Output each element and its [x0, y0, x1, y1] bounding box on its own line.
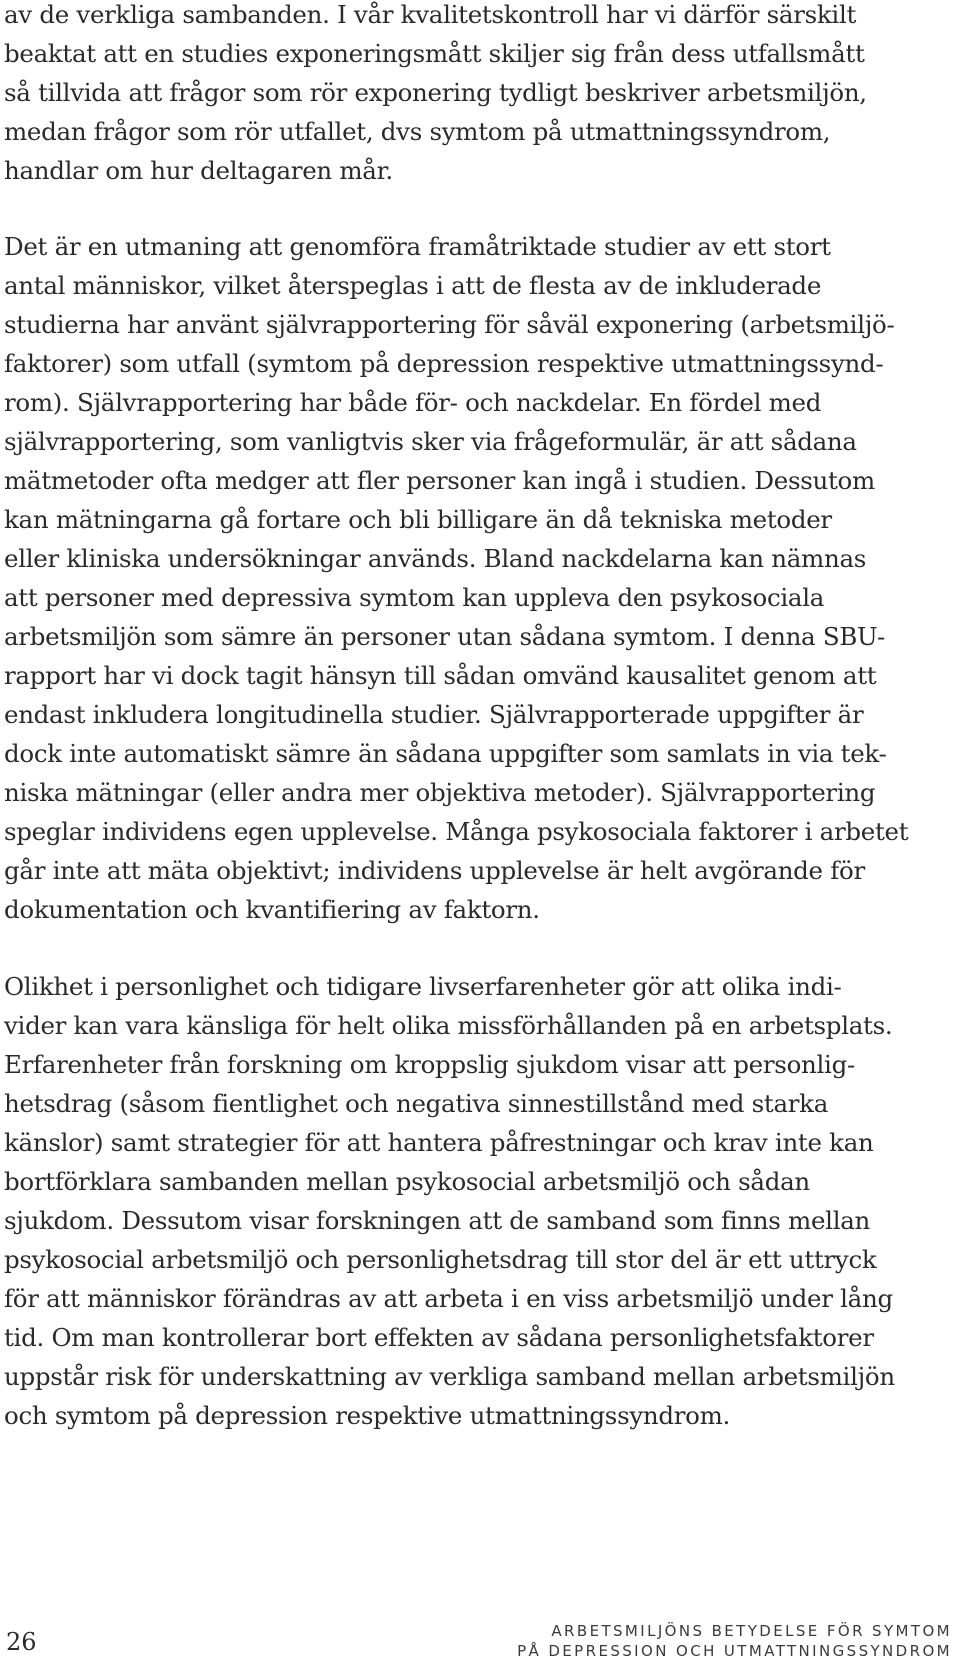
text-line: sjukdom. Dessutom visar forskningen att de samband som finns mellan	[4, 1206, 871, 1235]
text-line: självrapportering, som vanligtvis sker via frågeformulär, är att sådana	[4, 427, 857, 456]
text-line: eller kliniska undersökningar används. Bland nackdelarna kan nämnas	[4, 544, 867, 573]
text-line: för att människor förändras av att arbeta i en viss arbetsmiljö under lång	[4, 1284, 893, 1313]
running-title-line-1: ARBETSMILJÖNS BETYDELSE FÖR SYMTOM	[551, 1622, 952, 1640]
text-line: av de verkliga sambanden. I vår kvalitetskontroll har vi därför särskilt	[4, 0, 857, 29]
text-line: tid. Om man kontrollerar bort effekten av sådana personlighetsfaktorer	[4, 1323, 874, 1352]
text-line: uppstår risk för underskattning av verkliga samband mellan arbetsmiljön	[4, 1362, 895, 1391]
text-line: Olikhet i personlighet och tidigare livserfarenheter gör att olika indi-	[4, 972, 842, 1001]
running-title-line-2: PÅ DEPRESSION OCH UTMATTNINGSSYNDROM	[517, 1642, 952, 1660]
text-line: hetsdrag (såsom fientlighet och negativa sinnestillstånd med starka	[4, 1089, 829, 1118]
text-line: medan frågor som rör utfallet, dvs symtom på utmattningssyndrom,	[4, 117, 831, 146]
text-line: antal människor, vilket återspeglas i att de flesta av de inkluderade	[4, 271, 822, 300]
text-line: niska mätningar (eller andra mer objektiva metoder). Självrapportering	[4, 778, 876, 807]
text-line: vider kan vara känsliga för helt olika missförhållanden på en arbetsplats.	[4, 1011, 893, 1040]
text-line: känslor) samt strategier för att hantera påfrestningar och krav inte kan	[4, 1128, 874, 1157]
text-line: Det är en utmaning att genomföra framåtriktade studier av ett stort	[4, 232, 831, 261]
text-line: kan mätningarna gå fortare och bli billigare än då tekniska metoder	[4, 505, 832, 534]
text-line: bortförklara sambanden mellan psykosocial arbetsmiljö och sådan	[4, 1167, 810, 1196]
text-line: rom). Självrapportering har både för- och nackdelar. En fördel med	[4, 388, 822, 417]
text-line: dock inte automatiskt sämre än sådana uppgifter som samlats in via tek-	[4, 739, 887, 768]
page-number: 26	[6, 1628, 37, 1656]
text-line: faktorer) som utfall (symtom på depression respektive utmattningssynd-	[4, 349, 884, 378]
text-line: speglar individens egen upplevelse. Många psykosociala faktorer i arbetet	[4, 817, 909, 846]
text-line: handlar om hur deltagaren mår.	[4, 156, 393, 185]
text-line: Erfarenheter från forskning om kroppslig sjukdom visar att personlig-	[4, 1050, 855, 1079]
text-line: endast inkludera longitudinella studier. Självrapporterade uppgifter är	[4, 700, 864, 729]
text-line: studierna har använt självrapportering för såväl exponering (arbetsmiljö-	[4, 310, 895, 339]
text-line: beaktat att en studies exponeringsmått skiljer sig från dess utfallsmått	[4, 39, 865, 68]
text-line: dokumentation och kvantifiering av faktorn.	[4, 895, 540, 924]
text-line: går inte att mäta objektivt; individens upplevelse är helt avgörande för	[4, 856, 865, 885]
text-line: att personer med depressiva symtom kan uppleva den psykosociala	[4, 583, 825, 612]
text-line: och symtom på depression respektive utmattningssyndrom.	[4, 1401, 731, 1430]
text-line: psykosocial arbetsmiljö och personlighetsdrag till stor del är ett uttryck	[4, 1245, 877, 1274]
text-line: arbetsmiljön som sämre än personer utan sådana symtom. I denna SBU-	[4, 622, 885, 651]
text-line: så tillvida att frågor som rör exponering tydligt beskriver arbetsmiljön,	[4, 78, 867, 107]
text-line: rapport har vi dock tagit hänsyn till sådan omvänd kausalitet genom att	[4, 661, 877, 690]
text-line: mätmetoder ofta medger att fler personer kan ingå i studien. Dessutom	[4, 466, 875, 495]
